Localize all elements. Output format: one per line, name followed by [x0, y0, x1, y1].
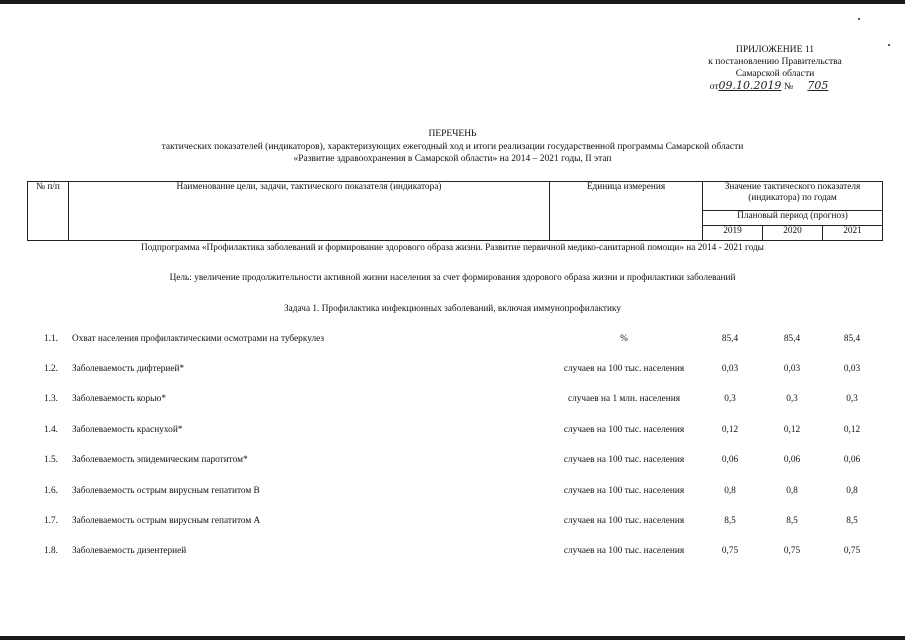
scan-bottom-edge: [0, 636, 905, 640]
table-row: [0, 364, 905, 378]
row-unit: %: [620, 334, 628, 344]
row-indicator-name: Заболеваемость острым вирусным гепатитом A: [72, 516, 261, 526]
header-value-group: Значение тактического показателя (индикатора) по годам: [703, 182, 883, 211]
table-row: [0, 546, 905, 560]
appendix-date-number: [680, 80, 870, 93]
header-name: Наименование цели, задачи, тактического показателя (индикатора): [69, 182, 550, 241]
row-number: 1.4.: [44, 425, 58, 435]
row-indicator-name: Заболеваемость острым вирусным гепатитом B: [72, 486, 260, 496]
task-heading: Задача 1. Профилактика инфекционных заболеваний, включая иммунопрофилактику: [284, 304, 621, 314]
row-value-2020: 0,12: [783, 425, 801, 435]
row-value-2020: 0,06: [783, 455, 801, 465]
row-value-2019: 0,03: [721, 364, 739, 374]
header-year-2021: 2021: [823, 225, 883, 240]
row-indicator-name: Охват населения профилактическими осмотрами на туберкулез: [72, 334, 324, 344]
row-number: 1.7.: [44, 516, 58, 526]
row-value-2020: 0,3: [786, 394, 798, 404]
handwritten-date: 09.10.2019: [718, 79, 782, 92]
row-number: 1.3.: [44, 394, 58, 404]
row-unit: случаев на 100 тыс. населения: [563, 425, 685, 435]
row-value-2020: 0,03: [783, 364, 801, 374]
header-plan-period: Плановый период (прогноз): [703, 210, 883, 225]
row-indicator-name: Заболеваемость дизентерией: [72, 546, 187, 556]
row-value-2020: 0,75: [783, 546, 801, 556]
row-value-2019: 0,12: [721, 425, 739, 435]
indicators-table-header: [27, 181, 883, 241]
row-unit: случаев на 100 тыс. населения: [563, 546, 685, 556]
table-row: [0, 394, 905, 408]
row-value-2021: 0,8: [846, 486, 858, 496]
goal-heading: Цель: увеличение продолжительности активной жизни населения за счет формирования здорового образа жизни и профилактики заболеваний: [169, 273, 736, 283]
document-subtitle: тактических показателей (индикаторов), характеризующих ежегодный ход и итоги реализации государственной программы Самарской области: [161, 142, 744, 152]
table-row: [0, 516, 905, 530]
row-value-2021: 8,5: [846, 516, 858, 526]
row-value-2019: 8,5: [724, 516, 736, 526]
scan-speck: [888, 44, 890, 46]
document-program-name: «Развитие здравоохранения в Самарской области» на 2014 – 2021 годы, II этап: [293, 154, 612, 164]
document-title: ПЕРЕЧЕНЬ: [428, 129, 477, 139]
header-unit: Единица измерения: [550, 182, 703, 241]
appendix-region: Самарской области: [735, 68, 815, 79]
row-value-2019: 85,4: [721, 334, 739, 344]
row-value-2021: 85,4: [843, 334, 861, 344]
header-year-2020: 2020: [763, 225, 823, 240]
scan-speck: [858, 18, 860, 20]
row-indicator-name: Заболеваемость краснухой*: [72, 425, 183, 435]
row-unit: случаев на 100 тыс. населения: [563, 486, 685, 496]
row-number: 1.8.: [44, 546, 58, 556]
row-value-2021: 0,06: [843, 455, 861, 465]
row-number: 1.2.: [44, 364, 58, 374]
row-value-2019: 0,3: [724, 394, 736, 404]
row-value-2019: 0,8: [724, 486, 736, 496]
header-year-2019: 2019: [703, 225, 763, 240]
date-prefix: от: [709, 81, 719, 92]
row-unit: случаев на 100 тыс. населения: [563, 364, 685, 374]
handwritten-number: 705: [807, 79, 829, 92]
row-value-2020: 8,5: [786, 516, 798, 526]
row-unit: случаев на 100 тыс. населения: [563, 516, 685, 526]
appendix-title: ПРИЛОЖЕНИЕ 11: [735, 44, 815, 55]
row-value-2021: 0,03: [843, 364, 861, 374]
table-row: [0, 425, 905, 439]
row-value-2019: 0,75: [721, 546, 739, 556]
header-num: № п/п: [28, 182, 69, 241]
row-value-2020: 0,8: [786, 486, 798, 496]
row-value-2019: 0,06: [721, 455, 739, 465]
table-row: [0, 334, 905, 348]
row-unit: случаев на 100 тыс. населения: [563, 455, 685, 465]
row-value-2021: 0,75: [843, 546, 861, 556]
row-number: 1.1.: [44, 334, 58, 344]
row-number: 1.6.: [44, 486, 58, 496]
row-value-2021: 0,12: [843, 425, 861, 435]
table-row: [0, 455, 905, 469]
subprogram-heading: Подпрограмма «Профилактика заболеваний и формирование здорового образа жизни. Развитие первичной медико-санитарной помощи» на 2014 - 2021 годы: [141, 243, 764, 253]
appendix-block: [680, 44, 870, 93]
row-indicator-name: Заболеваемость дифтерией*: [72, 364, 185, 374]
row-number: 1.5.: [44, 455, 58, 465]
number-prefix: №: [783, 81, 793, 92]
scan-top-edge: [0, 0, 905, 4]
row-value-2021: 0,3: [846, 394, 858, 404]
row-indicator-name: Заболеваемость корью*: [72, 394, 167, 404]
row-unit: случаев на 1 млн. населения: [567, 394, 681, 404]
row-indicator-name: Заболеваемость эпидемическим паротитом*: [72, 455, 248, 465]
row-value-2020: 85,4: [783, 334, 801, 344]
appendix-resolution: к постановлению Правительства: [708, 56, 842, 67]
table-row: [0, 486, 905, 500]
